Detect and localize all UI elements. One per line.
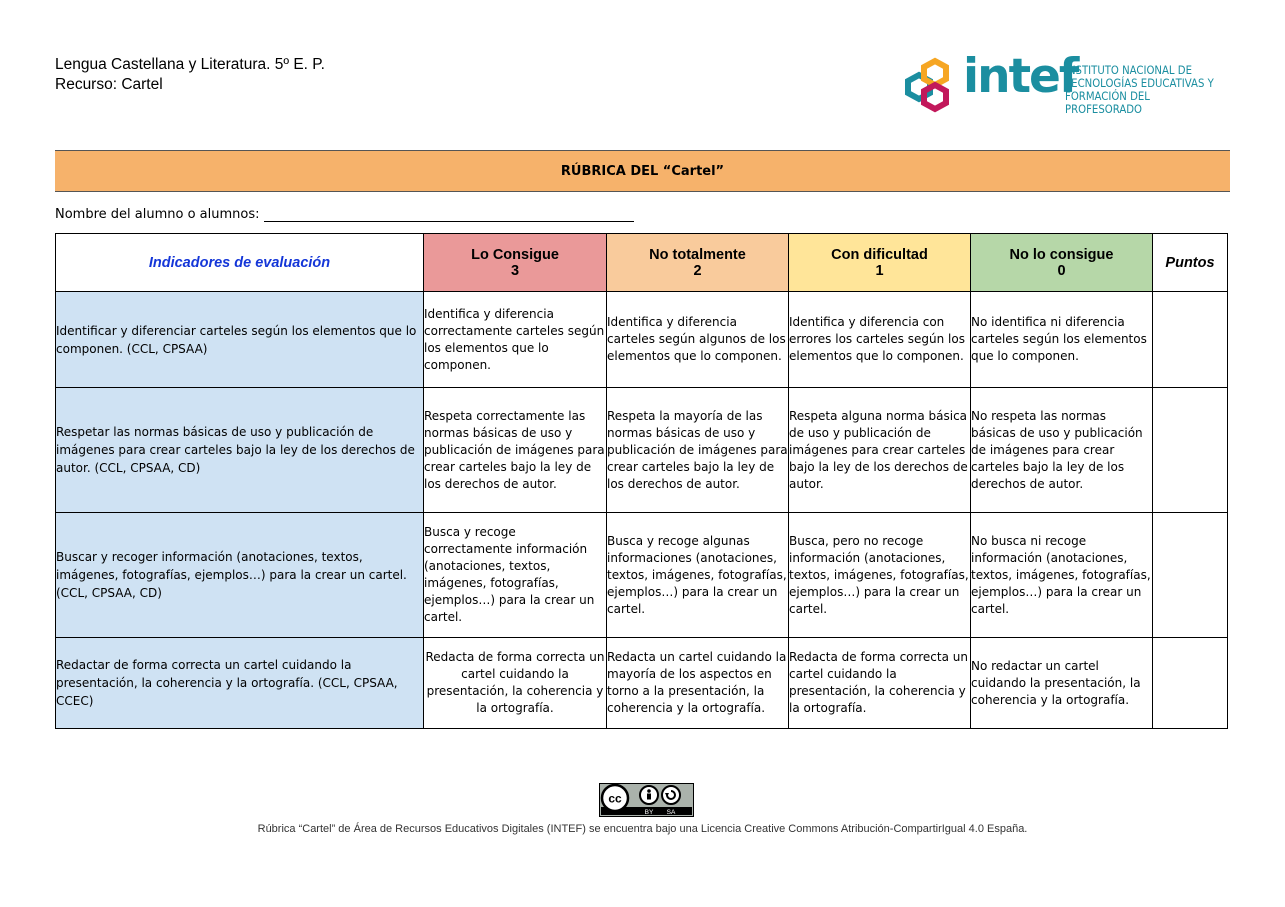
level-3-header: Lo Consigue 3 [424,234,607,292]
criterion-cell: Redactar de forma correcta un cartel cuidando la presentación, la coherencia y la ortografía. (CCL, CPSAA, CCEC) [56,638,424,729]
by-label: BY [644,809,654,816]
level-2-cell: Busca y recoge algunas informaciones (anotaciones, textos, imágenes, fotografías, ejemplos…) para la crear un cartel. [607,513,789,638]
criterion-cell: Buscar y recoger información (anotaciones, textos, imágenes, fotografías, ejemplos…) para la crear un cartel. (CCL, CPSAA, CD) [56,513,424,638]
level-0-header: No lo consigue 0 [971,234,1153,292]
criterion-cell: Identificar y diferenciar carteles según los elementos que lo componen. (CCL, CPSAA) [56,292,424,388]
document-header [55,55,325,95]
license-text: Rúbrica “Cartel” de Área de Recursos Educativos Digitales (INTEF) se encuentra bajo una Licencia Creative Commons Atribución-CompartirIgual 4.0 España. [257,823,1028,835]
level-1-cell: Busca, pero no recoge información (anotaciones, textos, imágenes, fotografías, ejemplos…) para la crear un cartel. [789,513,971,638]
level-3-cell: Busca y recoge correctamente información (anotaciones, textos, imágenes, fotografías, ejemplos…) para la crear un cartel. [424,513,607,638]
student-name-label: Nombre del alumno o alumnos: [55,207,260,222]
table-row [56,638,1228,729]
resource-line: Recurso: Cartel [55,76,163,93]
points-cell[interactable] [1153,638,1228,729]
indicators-header: Indicadores de evaluación [56,234,424,292]
level-0-cell: No identifica ni diferencia carteles según los elementos que lo componen. [971,292,1153,388]
student-name-blank [264,207,634,222]
level-2-cell: Redacta un cartel cuidando la mayoría de los aspectos en torno a la presentación, la coherencia y la ortografía. [607,638,789,729]
level-3-cell: Identifica y diferencia correctamente carteles según los elementos que lo componen. [424,292,607,388]
level-3-cell: Redacta de forma correcta un cartel cuidando la presentación, la coherencia y la ortografía. [424,638,607,729]
level-0-cell: No busca ni recoge información (anotaciones, textos, imágenes, fotografías, ejemplos…) para la crear un cartel. [971,513,1153,638]
points-cell[interactable] [1153,388,1228,513]
level-0-cell: No respeta las normas básicas de uso y publicación de imágenes para crear carteles bajo la ley de los derechos de autor. [971,388,1153,513]
level-0-cell: No redactar un cartel cuidando la presentación, la coherencia y la ortografía. [971,638,1153,729]
rubric-title: RÚBRICA DEL “Cartel” [55,150,1230,192]
level-1-cell: Redacta de forma correcta un cartel cuidando la presentación, la coherencia y la ortografía. [789,638,971,729]
intef-wordmark: intef [963,49,1078,104]
criterion-cell: Respetar las normas básicas de uso y publicación de imágenes para crear carteles bajo la ley de los derechos de autor. (CCL, CPSAA, CD) [56,388,424,513]
level-1-header: Con dificultad 1 [789,234,971,292]
level-2-header: No totalmente 2 [607,234,789,292]
level-2-cell: Identifica y diferencia carteles según algunos de los elementos que lo componen. [607,292,789,388]
creative-commons-badge [599,783,694,817]
rubric-table [55,233,1228,729]
level-3-cell: Respeta correctamente las normas básicas de uso y publicación de imágenes para crear carteles bajo la ley de los derechos de autor. [424,388,607,513]
share-alike-icon [662,786,680,804]
subject-line: Lengua Castellana y Literatura. 5º E. P. [55,56,325,73]
points-header: Puntos [1153,234,1228,292]
points-cell[interactable] [1153,513,1228,638]
level-1-cell: Identifica y diferencia con errores los carteles según los elementos que lo componen. [789,292,971,388]
level-1-cell: Respeta alguna norma básica de uso y publicación de imágenes para crear carteles bajo la ley de los derechos de autor. [789,388,971,513]
student-name-line [55,207,634,222]
table-row [56,292,1228,388]
svg-text:cc: cc [608,791,622,806]
institute-name: INSTITUTO NACIONAL DE TECNOLOGÍAS EDUCATIVAS Y FORMACIÓN DEL PROFESORADO [1065,63,1214,116]
level-2-cell: Respeta la mayoría de las normas básicas de uso y publicación de imágenes para crear carteles bajo la ley de los derechos de autor. [607,388,789,513]
table-row [56,513,1228,638]
sa-label: SA [666,809,676,816]
points-cell[interactable] [1153,292,1228,388]
table-row [56,388,1228,513]
intef-hexagon-icon [895,55,957,117]
table-header-row [56,234,1228,292]
intef-logo [895,49,1235,117]
